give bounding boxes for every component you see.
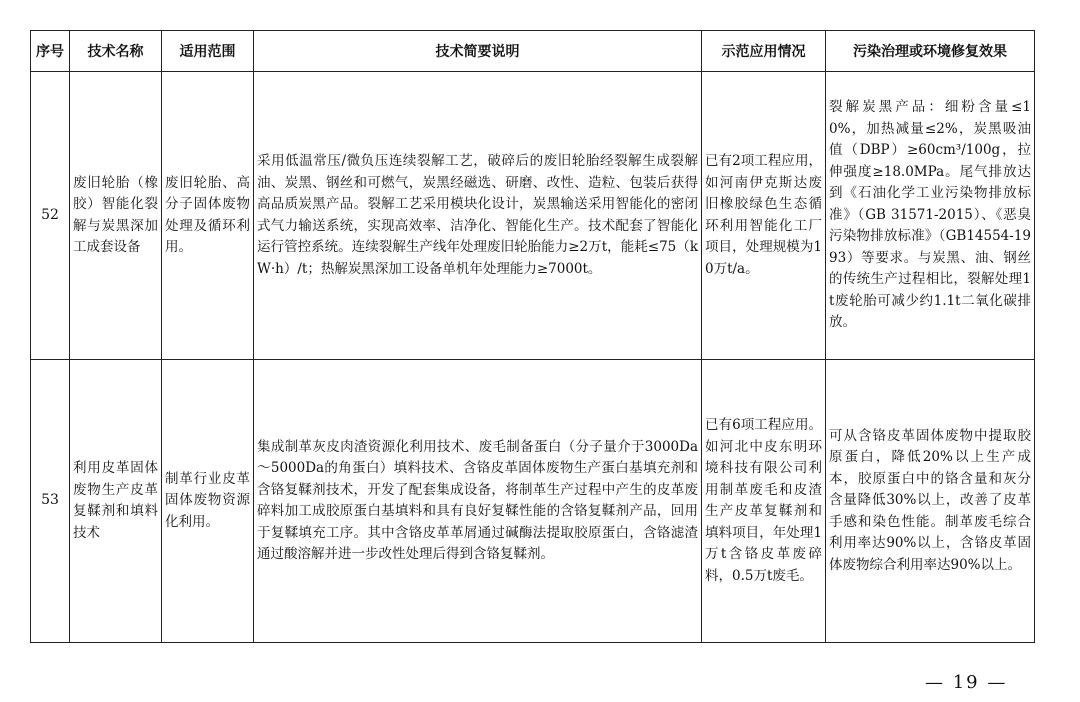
- cell-effect: 可从含铬皮革固体废物中提取胶原蛋白，降低20%以上生产成本，胶原蛋白中的铬含量和灰分含量降低30%以上，改善了皮革手感和染色性能。制革废毛综合利用率达90%以上，含铬皮革固体废物综合利用率达90%以上。: [826, 360, 1035, 643]
- page-number: — 19 —: [925, 672, 1008, 693]
- table-header-row: [31, 31, 1035, 72]
- header-effect: 污染治理或环境修复效果: [826, 31, 1035, 72]
- cell-no: 53: [31, 360, 70, 643]
- header-application: 示范应用情况: [702, 31, 826, 72]
- cell-description: 采用低温常压/微负压连续裂解工艺，破碎后的废旧轮胎经裂解生成裂解油、炭黑、钢丝和可燃气，炭黑经磁选、研磨、改性、造粒、包装后获得高品质炭黑产品。裂解工艺采用模块化设计，炭黑输送采用智能化的密闭式气力输送系统，实现高效率、洁净化、智能化生产。技术配套了智能化运行管控系统。连续裂解生产线年处理废旧轮胎能力≥2万t，能耗≤75（kW·h）/t；热解炭黑深加工设备单机年处理能力≥7000t。: [254, 72, 702, 360]
- header-no: 序号: [31, 31, 70, 72]
- cell-scope: 废旧轮胎、高分子固体废物处理及循环利用。: [162, 72, 254, 360]
- header-scope: 适用范围: [162, 31, 254, 72]
- table-row: [31, 360, 1035, 643]
- cell-tech-name: 废旧轮胎（橡胶）智能化裂解与炭黑深加工成套设备: [70, 72, 162, 360]
- cell-application: 已有6项工程应用。如河北中皮东明环境科技有限公司利用制革废毛和皮渣生产皮革复鞣剂和填料项目，年处理1万t含铬皮革废碎料，0.5万t废毛。: [702, 360, 826, 643]
- header-description: 技术简要说明: [254, 31, 702, 72]
- cell-application: 已有2项工程应用，如河南伊克斯达废旧橡胶绿色生态循环利用智能化工厂项目，处理规模为10万t/a。: [702, 72, 826, 360]
- header-tech-name: 技术名称: [70, 31, 162, 72]
- table-row: [31, 72, 1035, 360]
- technology-table: [30, 30, 1035, 643]
- cell-effect: 裂解炭黑产品：细粉含量≤10%，加热减量≤2%，炭黑吸油值（DBP）≥60cm³/100g，拉伸强度≥18.0MPa。尾气排放达到《石油化学工业污染物排放标准》（GB 31571-2015）、《恶臭污染物排放标准》（GB14554-1993）等要求。与炭黑、油、钢丝的传统生产过程相比，裂解处理1t废轮胎可减少约1.1t二氧化碳排放。: [826, 72, 1035, 360]
- cell-no: 52: [31, 72, 70, 360]
- cell-scope: 制革行业皮革固体废物资源化利用。: [162, 360, 254, 643]
- cell-description: 集成制革灰皮肉渣资源化利用技术、废毛制备蛋白（分子量介于3000Da～5000Da的角蛋白）填料技术、含铬皮革固体废物生产蛋白基填充剂和含铬复鞣剂技术，开发了配套集成设备，将制革生产过程中产生的皮革废碎料加工成胶原蛋白基填料和具有良好复鞣性能的含铬复鞣剂产品，回用于复鞣填充工序。其中含铬皮革革屑通过碱酶法提取胶原蛋白，含铬滤渣通过酸溶解并进一步改性处理后得到含铬复鞣剂。: [254, 360, 702, 643]
- cell-tech-name: 利用皮革固体废物生产皮革复鞣剂和填料技术: [70, 360, 162, 643]
